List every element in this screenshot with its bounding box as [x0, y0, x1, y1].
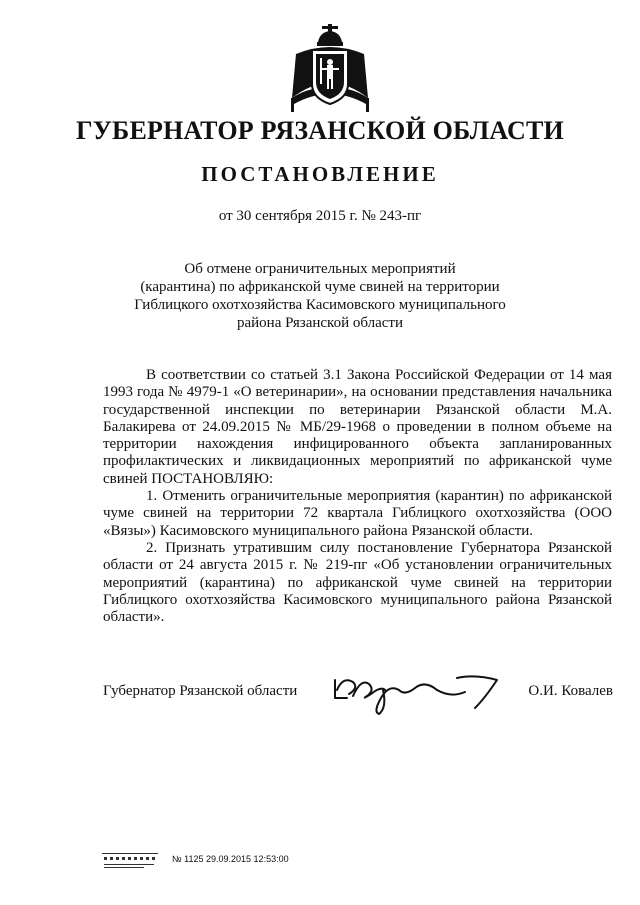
body-paragraph: В соответствии со статьей 3.1 Закона Российской Федерации от 14 мая 1993 года № 4979-1 «О ветеринарии», на основании представления начальника государственной инспекции по ветеринарии Рязанской области М.А. Балакирева от 24.09.2015 № МБ/29-1968 о проведении в полном объеме на территории нахождения инфицированного объекта запланированных профилактических и ликвидационных мероприятий по африканской чуме свиней ПОСТАНОВЛЯЮ: — [103, 367, 612, 487]
organization-title: ГУБЕРНАТОР РЯЗАНСКОЙ ОБЛАСТИ — [76, 116, 564, 145]
coat-of-arms-icon — [288, 24, 372, 120]
body-paragraph: 2. Признать утратившим силу постановление Губернатора Рязанской области от 24 августа 2015 г. № 219-пг «Об установлении ограничительных мероприятий (карантина) по африканской чуме свиней на территории Гиблицкого охотхозяйства Касимовского муниципального района Рязанской области». — [103, 539, 612, 626]
document-date-number: от 30 сентября 2015 г. № 243-пг — [218, 208, 422, 224]
document-type: ПОСТАНОВЛЕНИЕ — [201, 162, 439, 186]
subject-line: района Рязанской области — [236, 315, 403, 331]
signatory-position: Губернатор Рязанской области — [103, 683, 298, 699]
registration-stamp-icon — [100, 850, 160, 872]
registration-number: № 1125 29.09.2015 12:53:00 — [172, 854, 289, 864]
body-paragraph: 1. Отменить ограничительные мероприятия (карантин) по африканской чуме свиней на территории 72 квартала Гиблицкого охотхозяйства (ООО «Вязы») Касимовского муниципального района Рязанской области. — [103, 488, 612, 539]
subject-heading — [100, 260, 540, 332]
subject-line: Гиблицкого охотхозяйства Касимовского муниципального — [134, 297, 506, 313]
handwritten-signature-icon — [325, 668, 505, 718]
document-body — [103, 367, 612, 626]
signatory-name: О.И. Ковалев — [528, 683, 613, 699]
subject-line: Об отмене ограничительных мероприятий — [184, 261, 456, 277]
subject-line: (карантина) по африканской чуме свиней на территории — [140, 279, 500, 295]
registration-footer — [100, 850, 360, 874]
